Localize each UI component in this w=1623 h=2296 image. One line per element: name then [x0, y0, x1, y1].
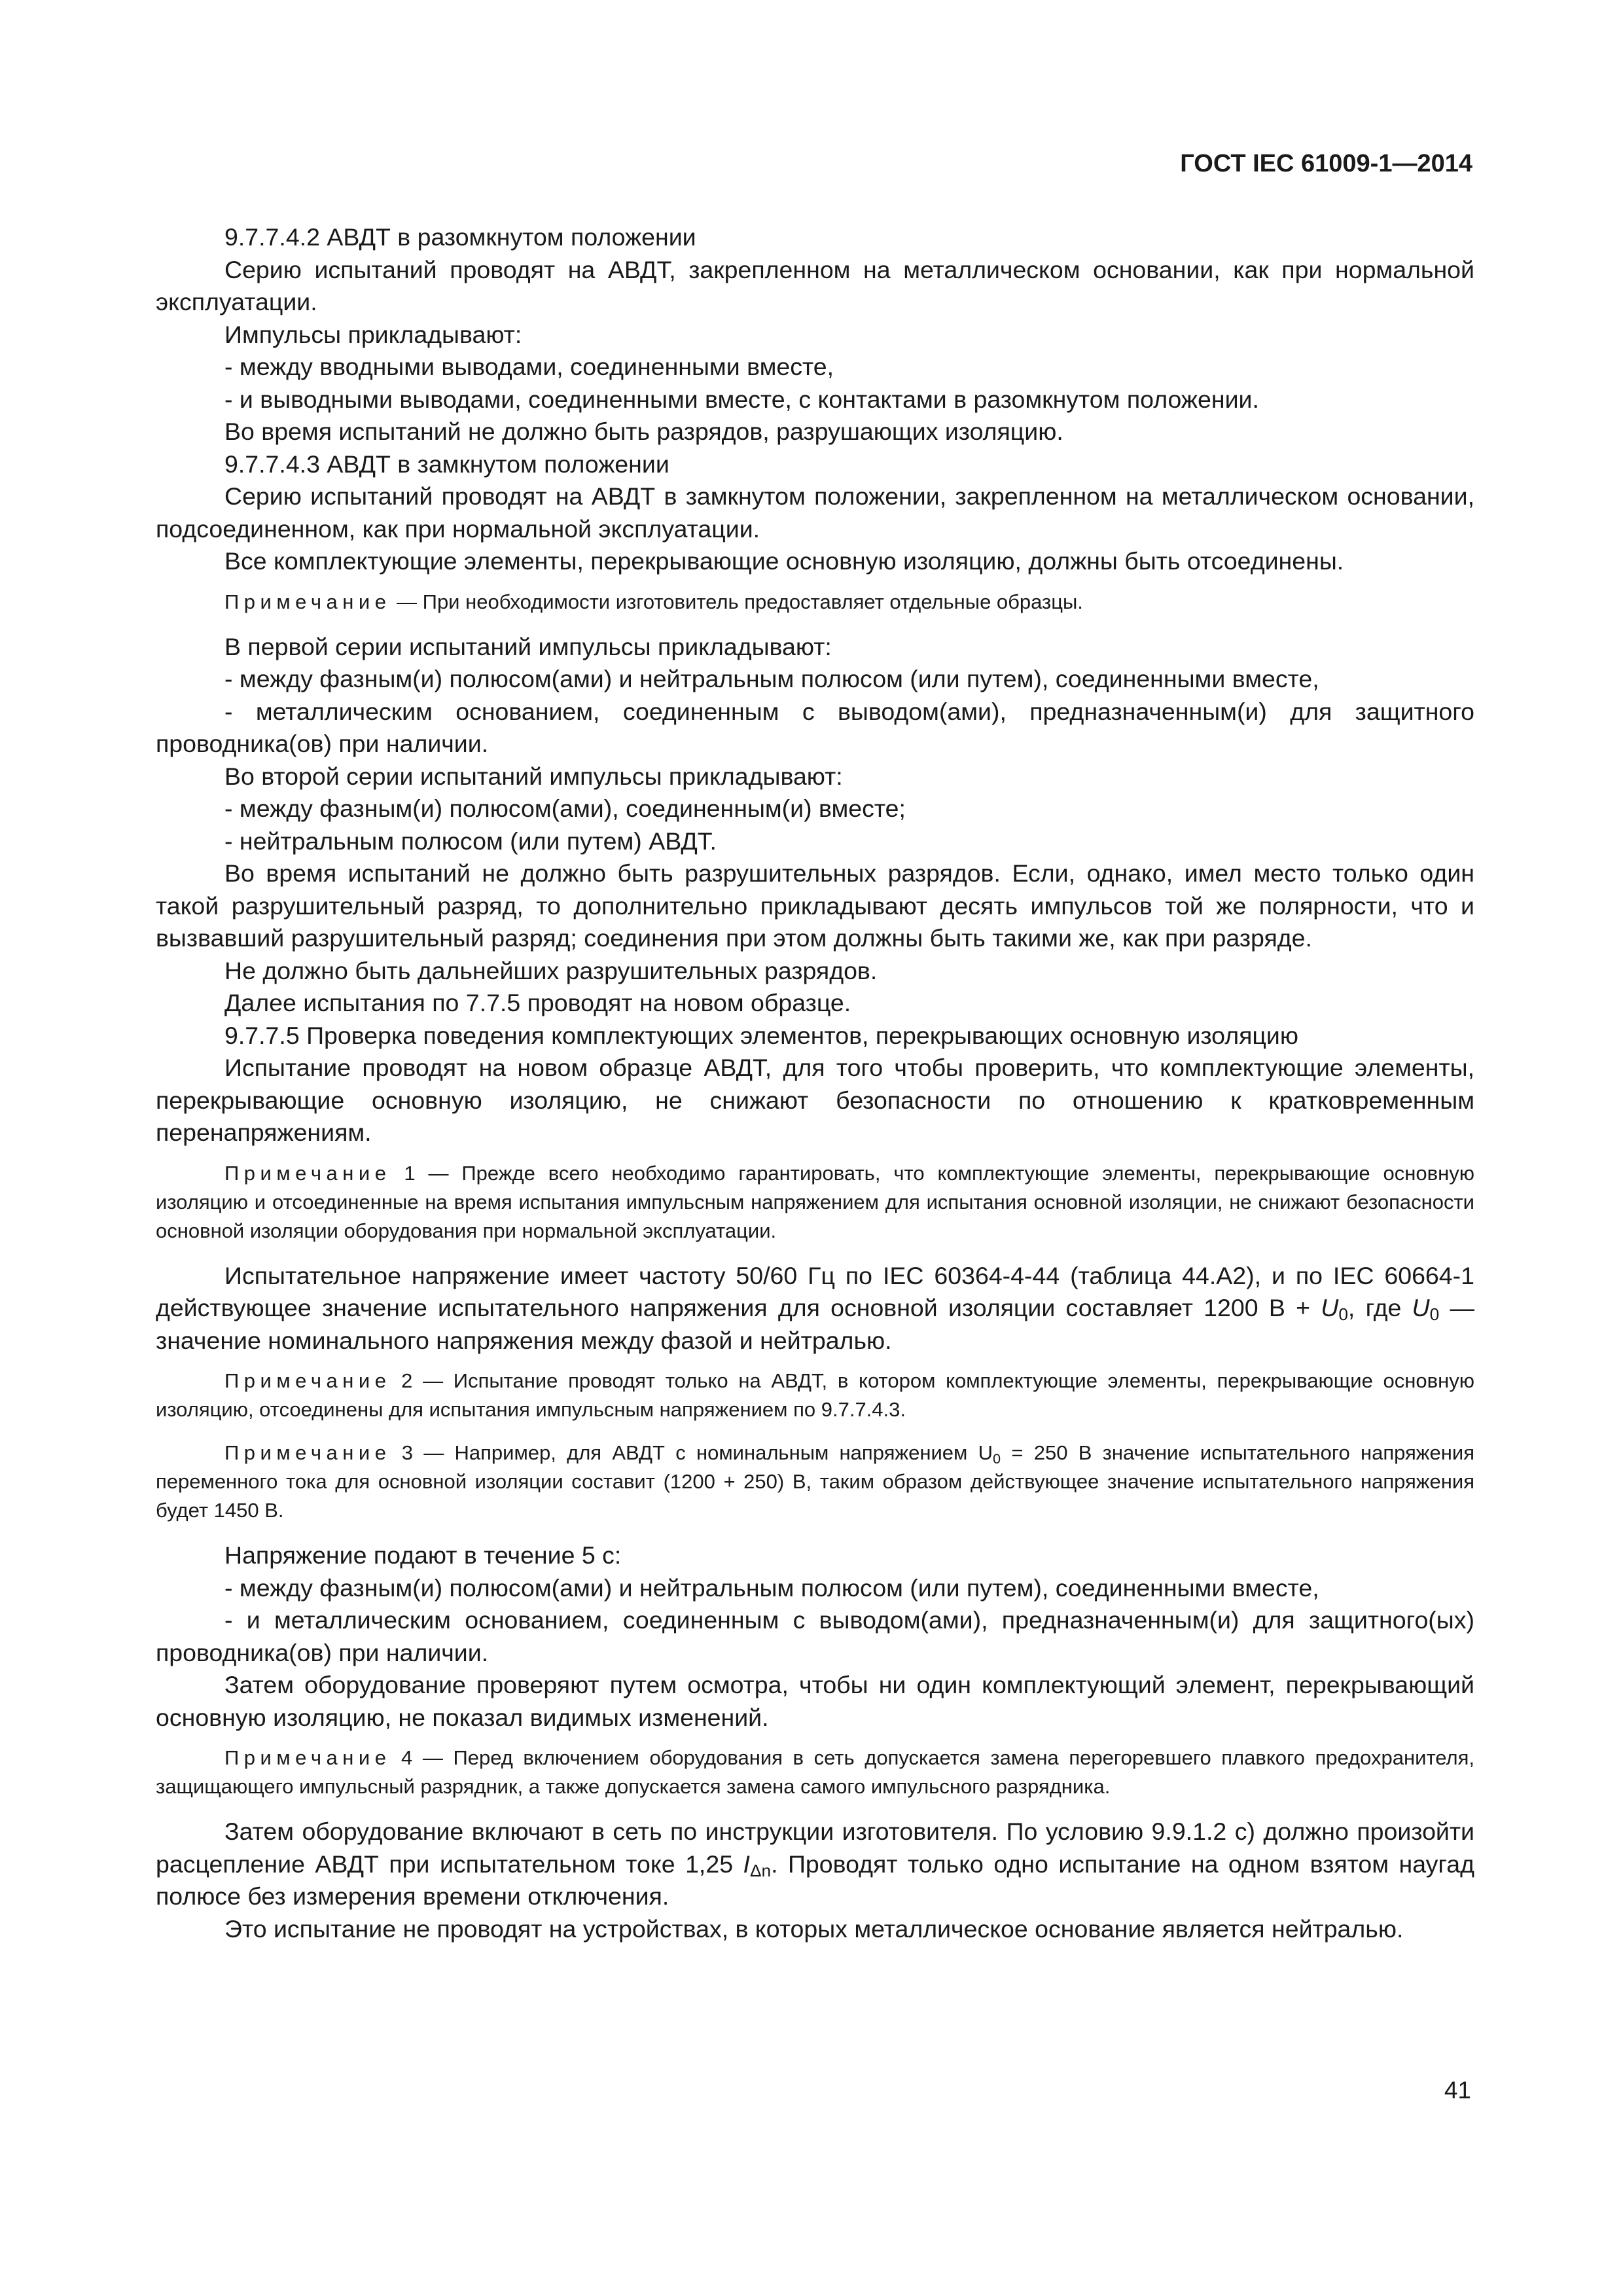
paragraph: Во второй серии испытаний импульсы прикладывают: — [224, 762, 843, 790]
clause-heading-9-7-7-5: 9.7.7.5 Проверка поведения комплектующих элементов, перекрывающих основную изоляцию — [224, 1021, 1298, 1049]
paragraph: Это испытание не проводят на устройствах, в которых металлическое основание является нейтралью. — [224, 1914, 1404, 1943]
note — [156, 588, 1474, 617]
page-number: 41 — [1444, 2077, 1471, 2104]
document-header: ГОСТ IEC 61009-1—2014 — [1180, 150, 1472, 177]
paragraph: В первой серии испытаний импульсы прикладывают: — [224, 632, 832, 660]
note-label: Примечание — [224, 590, 391, 613]
note-label: Примечание — [224, 1441, 391, 1464]
paragraph: Не должно быть дальнейших разрушительных разрядов. — [224, 956, 878, 984]
paragraph: Затем оборудование проверяют путем осмотра, чтобы ни один комплектующий элемент, перекрывающий основную изоляцию, не показал видимых изменений. — [156, 1671, 1474, 1731]
note-text: 4 — Перед включением оборудования в сеть допускается замена перегоревшего плавкого предохранителя, защищающего импульсный разрядник, а также допускается замена самого импульсного разрядника. — [156, 1746, 1474, 1798]
note-label: Примечание — [224, 1746, 391, 1769]
current-subscript: Δn — [749, 1860, 772, 1880]
note-label: Примечание — [224, 1161, 391, 1185]
paragraph: Серию испытаний проводят на АВДТ в замкнутом положении, закрепленном на металлическом основании, подсоединенном, как при нормальной эксплуатации. — [156, 482, 1474, 543]
paragraph: Серию испытаний проводят на АВДТ, закрепленном на металлическом основании, как при нормальной эксплуатации. — [156, 255, 1474, 315]
document-body — [156, 221, 1474, 1945]
paragraph-test-voltage: Испытательное напряжение имеет частоту 50/60 Гц по IEC 60364-4-44 (таблица 44.А2), и по IEC 60664-1 действующее значение испытательного напряжения для основной изоляции составляет 1200 $В + U_0$, где $U_0$ — значение номинального напряжения между фазой и нейтралью. — [156, 1261, 1474, 1354]
list-item: - между фазным(и) полюсом(ами), соединенным(и) вместе; — [224, 795, 906, 822]
note-text: 1 — Прежде всего необходимо гарантировать, что комплектующие элементы, перекрывающие основную изоляцию и отсоединенные на время испытания импульсным напряжением для испытания основной изоляции, не снижают безопасности основной изоляции оборудования при нормальной эксплуатации. — [156, 1161, 1474, 1242]
note-2 — [156, 1367, 1474, 1424]
paragraph: Испытание проводят на новом образце АВДТ, для того чтобы проверить, что комплектующие элементы, перекрывающие основную изоляцию, не снижают безопасности по отношению к кратковременным перенапряжениям. — [156, 1054, 1474, 1146]
note-text: 2 — Испытание проводят только на АВДТ, в котором комплектующие элементы, перекрывающие основную изоляцию, отсоединены для испытания импульсным напряжением по 9.7.7.4.3. — [156, 1369, 1474, 1421]
paragraph: Все комплектующие элементы, перекрывающие основную изоляцию, должны быть отсоединены. — [224, 547, 1344, 575]
voltage-subscript: 0 — [1429, 1304, 1440, 1324]
list-item: - металлическим основанием, соединенным с выводом(ами), предназначенным(и) для защитного проводника(ов) при наличии. — [156, 697, 1474, 757]
list-item: - и металлическим основанием, соединенным с выводом(ами), предназначенным(и) для защитного(ых) проводника(ов) при наличии. — [156, 1606, 1474, 1666]
note-text: — При необходимости изготовитель предоставляет отдельные образцы. — [391, 590, 1083, 613]
note-3: Примечание 3 — Например, для АВДТ с номинальным напряжением $U_0 = 250$ В значение испытательного напряжения переменного тока для основной изоляции составит (1200 + 250) В, таким образом действующее значение испытательного напряжения будет 1450 В. — [156, 1441, 1474, 1522]
current-symbol: I — [743, 1850, 750, 1878]
paragraph: Во время испытаний не должно быть разрушительных разрядов. Если, однако, имел место только один такой разрушительный разряд, то дополнительно прикладывают десять импульсов той же полярности, что и вызвавший разрушительный разряд; соединения при этом должны быть такими же, как при разряде. — [156, 859, 1474, 952]
voltage-symbol: U — [1321, 1294, 1339, 1321]
list-item: - и выводными выводами, соединенными вместе, с контактами в разомкнутом положении. — [224, 385, 1259, 413]
paragraph-tripping-test: Затем оборудование включают в сеть по инструкции изготовителя. По условию 9.9.1.2 с) должно произойти расцепление АВДТ при испытательном токе 1,25 $I_{\Delta n}$. Проводят только одно испытание на одном взятом наугад полюсе без измерения времени отключения. — [156, 1818, 1474, 1910]
clause-heading-9-7-7-4-2: 9.7.7.4.2 АВДТ в разомкнутом положении — [224, 223, 696, 251]
list-item: - между фазным(и) полюсом(ами) и нейтральным полюсом (или путем), соединенными вместе, — [224, 665, 1319, 692]
paragraph: Далее испытания по 7.7.5 проводят на новом образце. — [224, 989, 851, 1016]
paragraph: Во время испытаний не должно быть разрядов, разрушающих изоляцию. — [224, 418, 1063, 445]
note-label: Примечание — [224, 1369, 391, 1392]
note-4 — [156, 1744, 1474, 1801]
paragraph: Импульсы прикладывают: — [224, 320, 522, 348]
voltage-subscript: 0 — [993, 1450, 1001, 1467]
paragraph: Напряжение подают в течение 5 с: — [224, 1541, 622, 1569]
voltage-symbol: U — [1412, 1294, 1430, 1321]
list-item: - нейтральным полюсом (или путем) АВДТ. — [224, 827, 717, 855]
note-1 — [156, 1159, 1474, 1246]
voltage-subscript: 0 — [1338, 1304, 1348, 1324]
list-item: - между вводными выводами, соединенными вместе, — [224, 353, 834, 380]
clause-heading-9-7-7-4-3: 9.7.7.4.3 АВДТ в замкнутом положении — [224, 450, 669, 478]
list-item: - между фазным(и) полюсом(ами) и нейтральным полюсом (или путем), соединенными вместе, — [224, 1573, 1319, 1602]
